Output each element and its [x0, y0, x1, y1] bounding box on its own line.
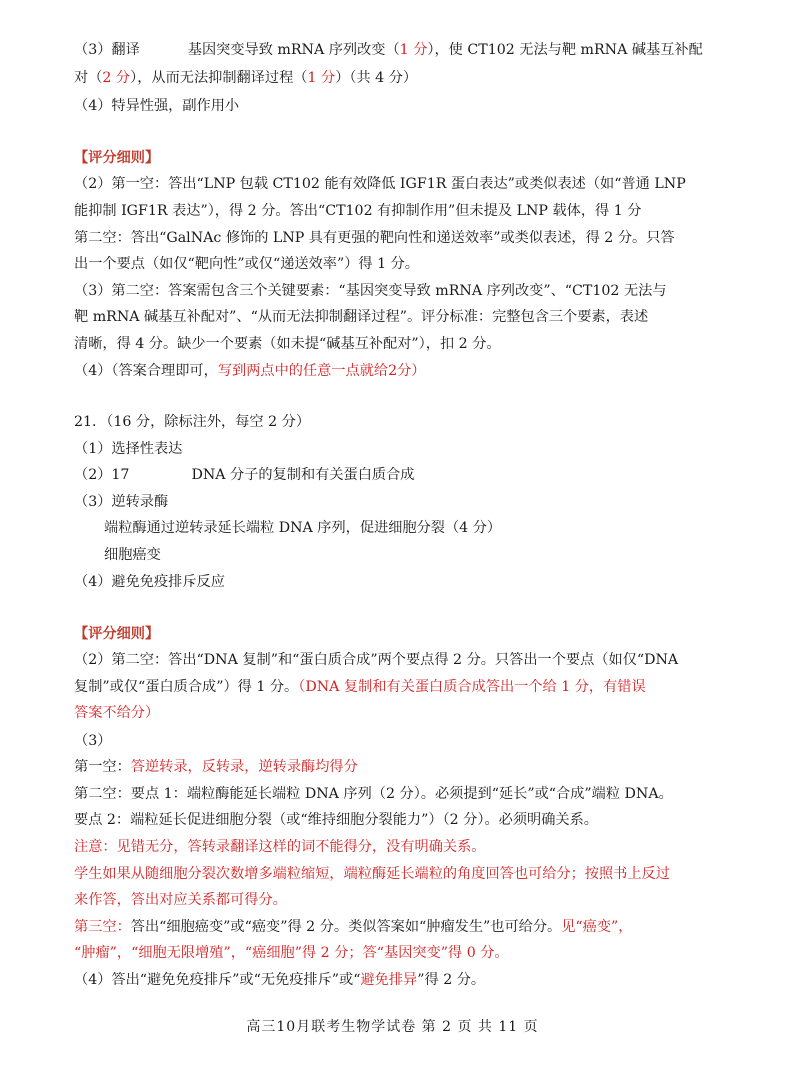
score-mark: 1 分	[307, 70, 336, 86]
score-mark: 1 分	[399, 42, 428, 58]
rule-line: （3）第二空：答案需包含三个关键要素：“基因突变导致 mRNA 序列改变”、“CT102 无法与	[74, 283, 667, 299]
answer-line: （3）逆转录酶	[74, 494, 169, 510]
rule-line: 第一空：答逆转录，反转录，逆转录酶均得分	[74, 759, 358, 775]
question-21-title: 21．（16 分，除标注外，每空 2 分）	[74, 414, 311, 430]
rule-line: 第二空：答出“GalNAc 修饰的 LNP 具有更强的靶向性和递送效率”或类似表述，得 2 分。只答	[74, 230, 675, 246]
answer-line: 端粒酶通过逆转录延长端粒 DNA 序列，促进细胞分裂（4 分）	[104, 520, 502, 536]
rule-line: （2）第二空：答出“DNA 复制”和“蛋白质合成”两个要点得 2 分。只答出一个要点（如仅“DNA	[74, 652, 679, 668]
red-note: 答案不给分）	[74, 705, 160, 721]
answer-line: 细胞癌变	[104, 547, 161, 563]
red-note: 写到两点中的任意一点就给2分）	[217, 363, 426, 379]
rule-line: （4）答出“避免免疫排斥”或“无免疫排斥”或“避免排异”得 2 分。	[74, 972, 486, 988]
rule-line: 要点 2：端粒延长促进细胞分裂（或“维持细胞分裂能力”）（2 分）。必须明确关系。	[74, 812, 598, 828]
rule-line: 能抑制 IGF1R 表达”），得 2 分。答出“CT102 有抑制作用”但未提及 LNP 载体，得 1 分	[74, 203, 642, 219]
red-note: “肿瘤”，“细胞无限增殖”，“癌细胞”得 2 分；答“基因突变”得 0 分。	[74, 945, 509, 961]
page-footer: 高三10月联考生物学试卷 第 2 页 共 11 页	[246, 1019, 539, 1035]
answer-line: （1）选择性表达	[74, 441, 183, 457]
scoring-heading: 【评分细则】	[74, 150, 160, 166]
red-note: 注意：见错无分，答转录翻译这样的词不能得分，没有明确关系。	[74, 839, 486, 855]
rule-line: （4）（答案合理即可，写到两点中的任意一点就给2分）	[74, 363, 426, 379]
rule-line: 第二空：要点 1：端粒酶能延长端粒 DNA 序列（2 分）。必须提到“延长”或“合成”端粒 DNA。	[74, 786, 673, 802]
answer-line: （2）17 DNA 分子的复制和有关蛋白质合成	[74, 467, 415, 483]
answer-number: （3）翻译	[74, 42, 140, 58]
red-note: 答逆转录，反转录，逆转录酶均得分	[130, 759, 358, 775]
rule-line: 靶 mRNA 碱基互补配对”、“从而无法抑制翻译过程”。评分标准：完整包含三个要素，表述	[74, 309, 649, 325]
rule-line: （3）	[74, 733, 112, 749]
rule-line: （2）第一空：答出“LNP 包载 CT102 能有效降低 IGF1R 蛋白表达”或类似表述（如“普通 LNP	[74, 176, 686, 192]
rule-line: 第三空：答出“细胞癌变”或“癌变”得 2 分。类似答案如“肿瘤发生”也可给分。见“癌变”，	[74, 919, 633, 935]
scoring-heading: 【评分细则】	[74, 626, 160, 642]
rule-line: 清晰，得 4 分。缺少一个要素（如未提“碱基互补配对”），扣 2 分。	[74, 336, 501, 352]
score-mark: 2 分	[102, 70, 131, 86]
answer-3-line2: 对（2 分），从而无法抑制翻译过程（1 分）（共 4 分）	[74, 70, 418, 86]
answer-3-line1: （3）翻译 基因突变导致 mRNA 序列改变（1 分），使 CT102 无法与靶 mRNA 碱基互补配	[74, 42, 703, 58]
red-note: （DNA 复制和有关蛋白质合成答出一个给 1 分，有错误	[298, 679, 646, 695]
answer-line: （4）避免免疫排斥反应	[74, 574, 225, 590]
red-note: 学生如果从随细胞分裂次数增多端粒缩短，端粒酶延长端粒的角度回答也可给分；按照书上反过	[74, 866, 670, 882]
rule-line: 复制”或仅“蛋白质合成”）得 1 分。（DNA 复制和有关蛋白质合成答出一个给 1 分，有错误	[74, 679, 646, 695]
rule-line: 出一个要点（如仅“靶向性”或仅“递送效率”）得 1 分。	[74, 256, 419, 272]
red-note: 来作答，答出对应关系都可得分。	[74, 892, 287, 908]
answer-4-line: （4）特异性强，副作用小	[74, 98, 240, 114]
